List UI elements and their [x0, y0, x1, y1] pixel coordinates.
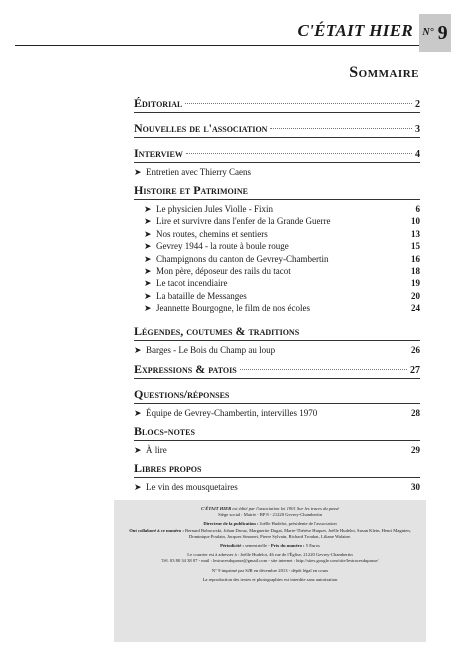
sommaire-heading: Sommaire — [349, 64, 419, 81]
colophon-address: Siège social : Mairie - BP 8 - 21220 Gevrey-Chambertin — [218, 512, 322, 518]
toc-section — [134, 96, 420, 113]
toc-section — [134, 183, 420, 315]
toc-entry-page: 6 — [415, 204, 420, 214]
section-rule — [134, 199, 420, 200]
colophon-price-label: Prix du numéro : — [270, 543, 305, 549]
toc-section-title[interactable] — [134, 387, 420, 402]
toc-section-label: Libres propos — [134, 461, 202, 475]
toc-entry-label: Équipe de Gevrey-Chambertin, intervilles 1970 — [146, 408, 318, 418]
arrow-bullet-icon: ➤ — [144, 216, 152, 227]
toc-section-title[interactable] — [134, 96, 420, 111]
toc-entry[interactable] — [144, 215, 420, 227]
toc-section-page: 4 — [415, 149, 420, 160]
arrow-bullet-icon: ➤ — [144, 241, 152, 252]
issue-number: 9 — [437, 22, 448, 44]
toc-entry-label: Le physicien Jules Violle - Fixin — [156, 204, 274, 214]
arrow-bullet-icon: ➤ — [144, 278, 152, 289]
arrow-bullet-icon: ➤ — [144, 204, 152, 214]
colophon-rights: La reproduction des textes et photographies est interdite sans autorisation — [202, 576, 338, 582]
toc-section — [134, 424, 420, 456]
toc-section — [134, 324, 420, 356]
toc-section-page: 2 — [415, 99, 420, 110]
toc-entry-page: 20 — [411, 290, 420, 301]
colophon-print: N° 9 imprimé par SJR en décembre 2013 - dépôt légal en cours — [211, 567, 329, 573]
toc-section — [134, 362, 420, 379]
toc-section-title[interactable] — [134, 121, 420, 136]
toc-entry-label: Le tacot incendiaire — [156, 278, 228, 289]
arrow-bullet-icon: ➤ — [144, 228, 152, 239]
colophon-director-name: Joëlle Hudelot, présidente de l'association — [259, 521, 337, 527]
toc-entry-label: Jeannette Bourgogne, le film de nos écoles — [156, 303, 311, 314]
arrow-bullet-icon: ➤ — [134, 482, 142, 492]
section-rule — [134, 137, 420, 138]
toc-entry-page: 13 — [411, 228, 420, 239]
toc-entry-label: Le vin des mousquetaires — [146, 482, 238, 492]
colophon-director — [120, 521, 420, 540]
toc-entry-label: Champignons du canton de Gevrey-Chambertin — [156, 253, 329, 264]
colophon-mail: Le courrier est à adresser à : Joëlle Hudelot, 46 rue de l'Église, 21220 Gevrey-Chambertin — [187, 552, 353, 558]
toc-entry[interactable] — [144, 302, 420, 314]
toc-section-title[interactable] — [134, 146, 420, 161]
colophon-mag-title: C'ÉTAIT HIER — [200, 506, 232, 511]
arrow-bullet-icon: ➤ — [144, 253, 152, 264]
arrow-bullet-icon: ➤ — [134, 167, 142, 177]
toc-entry[interactable] — [144, 228, 420, 240]
arrow-bullet-icon: ➤ — [134, 408, 142, 418]
toc-entry-page: 10 — [411, 216, 420, 227]
toc-section-title[interactable] — [134, 183, 420, 198]
toc-section — [134, 146, 420, 178]
toc-entry[interactable] — [144, 290, 420, 302]
toc-section-label: Interview — [134, 146, 183, 160]
colophon-periodicity-value: semestrielle — [245, 543, 268, 549]
dot-leader — [186, 153, 412, 154]
toc-entry-label: Barges - Le Bois du Champ au loup — [146, 345, 276, 355]
toc-entry-page: 29 — [411, 445, 420, 455]
toc-entry-page: 19 — [411, 278, 420, 289]
arrow-bullet-icon: ➤ — [144, 290, 152, 301]
toc-section-title[interactable] — [134, 424, 420, 439]
colophon-price-value: 5 Euros — [305, 543, 320, 549]
toc-section-title[interactable] — [134, 324, 420, 339]
toc-entry-page: 15 — [411, 241, 420, 252]
toc-entry[interactable] — [144, 203, 420, 215]
toc-entry[interactable] — [144, 240, 420, 252]
colophon-contributors-label: Ont collaboré à ce numéro : — [129, 527, 184, 533]
colophon-publisher-line — [120, 506, 420, 518]
toc-section-label: Nouvelles de l'association — [134, 121, 268, 135]
toc-entry-page: 16 — [411, 253, 420, 264]
toc-section-label: Blocs-notes — [134, 424, 195, 438]
toc-entry[interactable] — [144, 277, 420, 289]
toc-entry[interactable] — [134, 166, 420, 178]
issue-number-prefix: N° — [422, 27, 434, 38]
toc-entry-page: 24 — [411, 303, 420, 314]
section-rule — [134, 403, 420, 404]
issue-number-badge — [419, 14, 451, 52]
toc-section-title[interactable] — [134, 362, 420, 377]
toc-entry-label: À lire — [146, 445, 167, 455]
section-rule — [134, 162, 420, 163]
toc-entry[interactable] — [134, 481, 420, 493]
toc-section-label: Éditorial — [134, 96, 183, 110]
toc-section — [134, 121, 420, 138]
colophon-phone-web: Tél. 03 80 34 38 07 - mail : lestracesdupasse@gmail.com - site internet : http://sites.google.com/site/lestracesdupasse/ — [161, 558, 379, 564]
section-rule — [134, 440, 420, 441]
arrow-bullet-icon: ➤ — [144, 266, 152, 277]
toc-entry-label: Gevrey 1944 - la route à boule rouge — [156, 241, 289, 252]
section-rule — [134, 477, 420, 478]
dot-leader — [240, 369, 407, 370]
arrow-bullet-icon: ➤ — [134, 345, 142, 355]
toc-entry[interactable] — [144, 265, 420, 277]
toc-entry[interactable] — [134, 344, 420, 356]
toc-section-label: Expressions & patois — [134, 362, 237, 376]
toc-section — [134, 387, 420, 419]
toc-section-label: Questions/réponses — [134, 387, 230, 401]
arrow-bullet-icon: ➤ — [134, 445, 142, 455]
colophon-director-label: Directeur de la publication : — [203, 521, 259, 527]
dot-leader — [185, 103, 412, 104]
section-rule — [134, 340, 420, 341]
toc-section — [134, 461, 420, 493]
toc-entry-page: 18 — [411, 266, 420, 277]
colophon — [114, 500, 426, 642]
toc-entry-page: 28 — [411, 408, 420, 418]
toc-entry-label: Mon père, déposeur des rails du tacot — [156, 266, 291, 277]
colophon-periodicity-label: Périodicité : — [220, 543, 244, 549]
colophon-contact — [120, 552, 420, 564]
toc-entry[interactable] — [134, 407, 420, 419]
toc-section-label: Histoire et Patrimoine — [134, 183, 248, 197]
colophon-contributors: Bernard Bobrowski, Johan Drouz, Marguerite Dugat, Marie-Thérèse Huquet, Joëlle Hudelot, Susan Klein, Henri Magnien, Dominique Poulain, Jacques Simonet, Pierre Sylvain, Richard Troubat, Liliane Walaine. — [185, 527, 411, 539]
toc-section-page: 3 — [415, 124, 420, 135]
magazine-title: C'ÉTAIT HIER — [297, 21, 413, 40]
toc-section-label: Légendes, coutumes & traditions — [134, 324, 300, 338]
arrow-bullet-icon: ➤ — [144, 303, 152, 314]
toc-section-title[interactable] — [134, 461, 420, 476]
toc-entry[interactable] — [134, 444, 420, 456]
section-rule — [134, 112, 420, 113]
toc-entry-label: La bataille de Messanges — [156, 290, 247, 301]
toc-entry-page: 26 — [411, 345, 420, 355]
toc-entry[interactable] — [144, 253, 420, 265]
toc-section-page: 27 — [410, 365, 420, 376]
toc-entry-label: Lire et survivre dans l'enfer de la Grande Guerre — [156, 216, 331, 227]
toc-entry-label: Entretien avec Thierry Caens — [146, 167, 252, 177]
toc-entry-page: 30 — [411, 482, 420, 492]
header-rule — [15, 45, 419, 46]
toc-entry-label: Nos routes, chemins et sentiers — [156, 228, 268, 239]
colophon-periodicity: Périodicité : semestrielle - Prix du numéro : 5 Euros — [220, 543, 320, 549]
dot-leader — [270, 128, 412, 129]
section-rule — [134, 378, 420, 379]
colophon-mag-desc: est édité par l'association loi 1901 Sur les traces du passé — [232, 506, 340, 511]
